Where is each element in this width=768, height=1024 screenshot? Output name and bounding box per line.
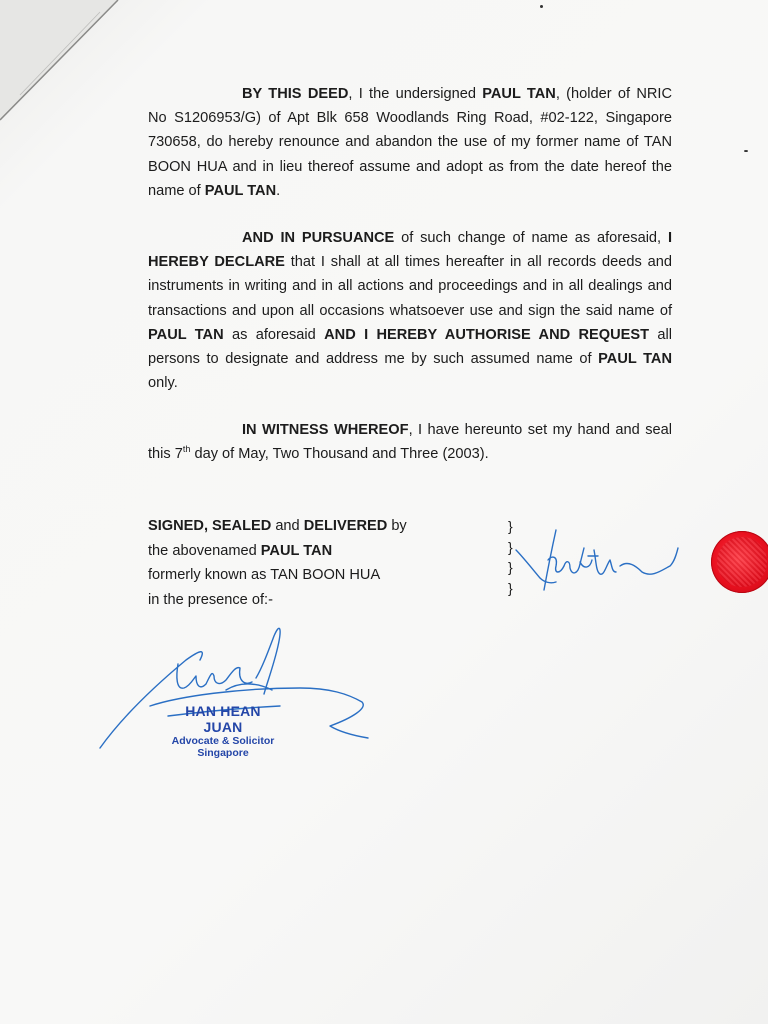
lead-in-witness-whereof: IN WITNESS WHEREOF <box>242 422 409 438</box>
text-segment: , I the undersigned <box>348 86 483 102</box>
text-segment: , I have hereunto set my hand and seal this 7 <box>148 422 672 463</box>
lead-by-this-deed: BY THIS DEED <box>242 86 349 102</box>
stamp-name: HAN HEAN JUAN <box>185 703 261 735</box>
text-segment: , (holder of NRIC No S1206953/G) of Apt Blk 658 Woodlands Ring Road, #02-122, Singapore 730658, do hereby renounce and abandon the use of my former name of TAN BOON HUA and in lieu thereof assume and adopt as from the date hereof the name of <box>148 86 672 199</box>
text-segment: only. <box>148 375 178 392</box>
text-segment: day of May, Two Thousand and Three (2003). <box>190 446 489 463</box>
brace: } <box>508 559 513 575</box>
text-segment: . <box>276 182 281 199</box>
ordinal-suffix: th <box>182 444 191 455</box>
text-segment: of such change of name as aforesaid, <box>394 230 668 246</box>
hereby-authorise: AND I HEREBY AUTHORISE AND REQUEST <box>324 326 650 343</box>
name-paul-tan: PAUL TAN <box>598 351 672 368</box>
text-segment: as aforesaid <box>223 326 325 343</box>
name-paul-tan: PAUL TAN <box>204 182 277 199</box>
name-paul-tan: PAUL TAN <box>482 86 556 102</box>
stamp-title: Advocate & Solicitor <box>171 735 275 747</box>
text-segment: that I shall at all times hereafter in all records deeds and instruments in writing and in all actions and proceedings and in all dealings and transactions and upon all occasions whatsoever use and sign the said name of <box>148 254 672 319</box>
brace: } <box>508 538 513 555</box>
stamp-place: Singapore <box>197 747 249 759</box>
brace: } <box>508 518 513 534</box>
text-segment: by <box>387 518 407 534</box>
advocate-stamp <box>168 703 278 759</box>
name-paul-tan: PAUL TAN <box>260 542 333 559</box>
brace: } <box>508 579 513 596</box>
text-segment: all persons to designate and address me by such assumed name of <box>148 326 673 368</box>
delivered: DELIVERED <box>303 518 388 534</box>
text-segment: and <box>271 518 304 534</box>
signing-line-4: in the presence of:- <box>148 591 273 608</box>
signed-sealed: SIGNED, SEALED <box>148 518 272 534</box>
text-segment: the abovenamed <box>148 542 261 559</box>
name-paul-tan: PAUL TAN <box>148 326 224 343</box>
signing-line-3: formerly known as TAN BOON HUA <box>148 567 381 583</box>
hereby-declare: I HEREBY DECLARE <box>148 230 672 271</box>
lead-and-in-pursuance: AND IN PURSUANCE <box>242 230 395 246</box>
